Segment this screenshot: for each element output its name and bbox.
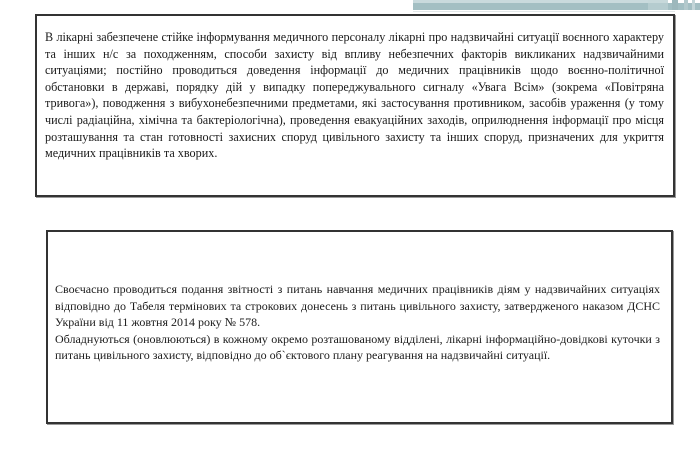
decorative-bar-fade-strip <box>692 0 695 10</box>
decorative-underline <box>413 11 675 12</box>
info-paragraph: В лікарні забезпечене стійке інформування медичного персоналу лікарні про надзвичайні ситуації воєнного характеру та інших н/с за походженням, способи захисту від впливу небезпечних факторів викликаних надзвичайними ситуаціями; постійно проводиться доведення інформації до медичних працівників щодо воєнно-політичної обстановки в державі, порядку дій у випадку попереджувального сигналу «Увага Всім» (зокрема «Повітряна тривога»), поводження з вибухонебезпечними предметами, які застосування противником, засобів ураження (у тому числі радіаційна, хімічна та бактеріологічна), проведення евакуаційних заходів, оприлюднення інформації про місця розташування та стан готовності захисних споруд цивільного захисту та інших споруд, призначених для укриття медичних працівників та хворих. <box>45 30 664 161</box>
reporting-paragraph: Своєчасно проводиться подання звітності з питань навчання медичних працівників діям у надзвичайних ситуаціях відповідно до Табеля термінових та строкових донесень з питань цивільного захисту, затвердженого наказом ДСНС України від 11 жовтня 2014 року № 578. <box>55 282 660 330</box>
decorative-bar-fade-strip <box>648 0 668 10</box>
decorative-bar-fade-strip <box>672 0 678 10</box>
decorative-bar-lower <box>413 8 563 10</box>
reporting-info-box <box>46 230 673 424</box>
equipment-paragraph: Обладнуються (оновлюються) в кожному окремо розташованому відділені, лікарні інформаційно-довідкові куточки з питань цивільного захисту, відповідно до об`єктового плану реагування на надзвичайні ситуації. <box>55 331 660 363</box>
decorative-bar-fade-strip <box>684 0 688 10</box>
civil-defense-info-box <box>35 14 675 197</box>
